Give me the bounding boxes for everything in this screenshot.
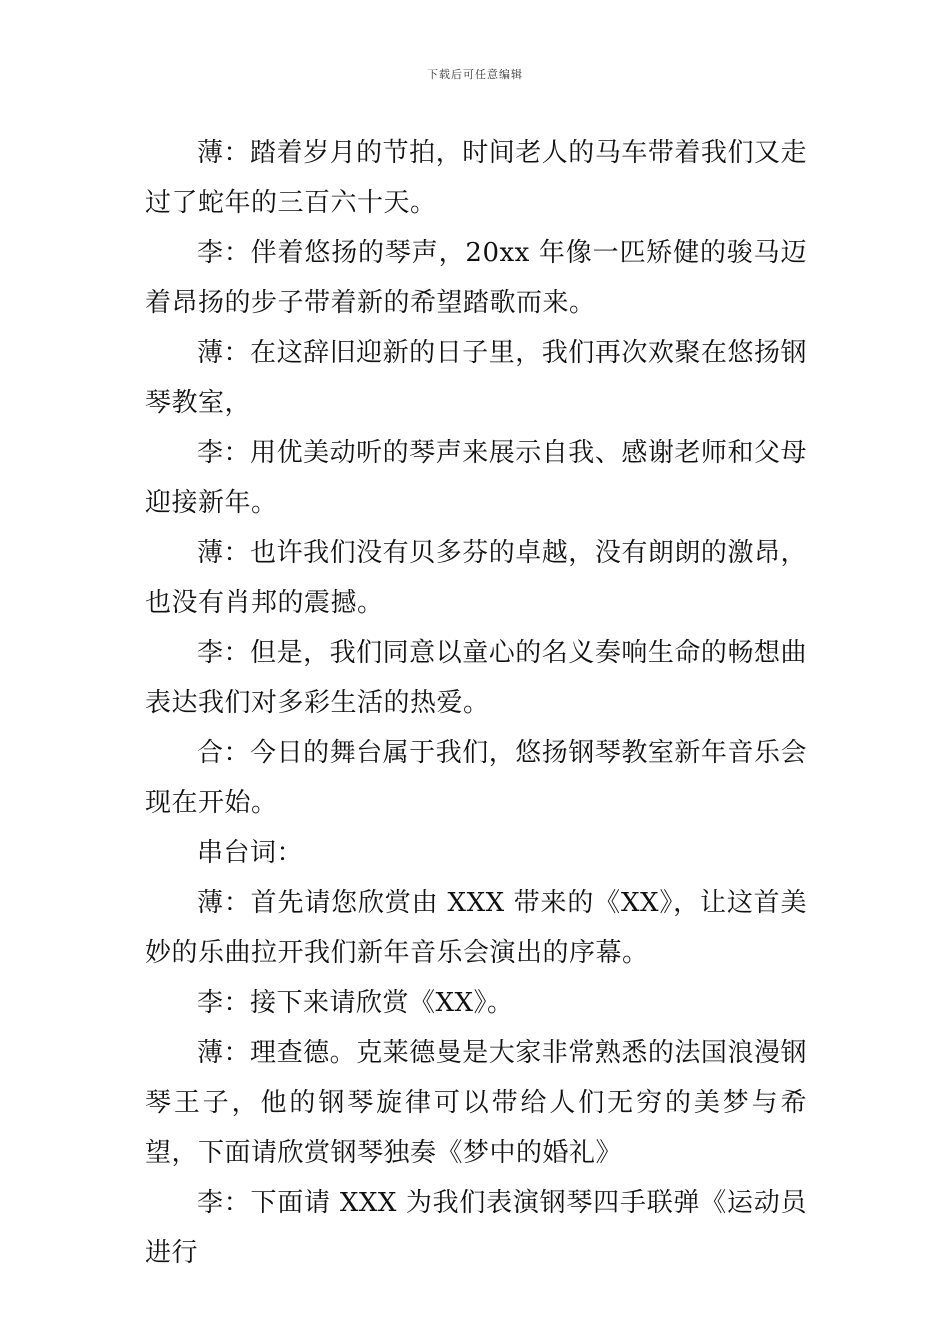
paragraph: 李：但是，我们同意以童心的名义奏响生命的畅想曲表达我们对多彩生活的热爱。 xyxy=(145,638,807,718)
paragraph: 薄：首先请您欣赏由 XXX 带来的《XX》，让这首美妙的乐曲拉开我们新年音乐会演出的序幕。 xyxy=(145,888,807,968)
page-header: 下载后可任意编辑 xyxy=(427,68,523,81)
paragraph: 李：用优美动听的琴声来展示自我、感谢老师和父母迎接新年。 xyxy=(145,438,807,518)
document-body xyxy=(145,128,807,1278)
paragraph: 薄：理查德。克莱德曼是大家非常熟悉的法国浪漫钢琴王子，他的钢琴旋律可以带给人们无穷的美梦与希望，下面请欣赏钢琴独奏《梦中的婚礼》 xyxy=(145,1038,807,1168)
paragraph: 合：今日的舞台属于我们，悠扬钢琴教室新年音乐会现在开始。 xyxy=(145,738,807,818)
section-heading: 串台词： xyxy=(197,838,304,868)
paragraph: 薄：在这辞旧迎新的日子里，我们再次欢聚在悠扬钢琴教室， xyxy=(145,338,807,418)
paragraph: 李：伴着悠扬的琴声，20xx 年像一匹矫健的骏马迈着昂扬的步子带着新的希望踏歌而来。 xyxy=(145,238,807,318)
paragraph: 李：接下来请欣赏《XX》。 xyxy=(197,988,514,1018)
paragraph: 薄：也许我们没有贝多芬的卓越，没有朗朗的激昂，也没有肖邦的震撼。 xyxy=(145,538,807,618)
paragraph: 薄：踏着岁月的节拍，时间老人的马车带着我们又走过了蛇年的三百六十天。 xyxy=(145,138,807,218)
paragraph: 李：下面请 XXX 为我们表演钢琴四手联弹《运动员进行 xyxy=(145,1188,807,1268)
